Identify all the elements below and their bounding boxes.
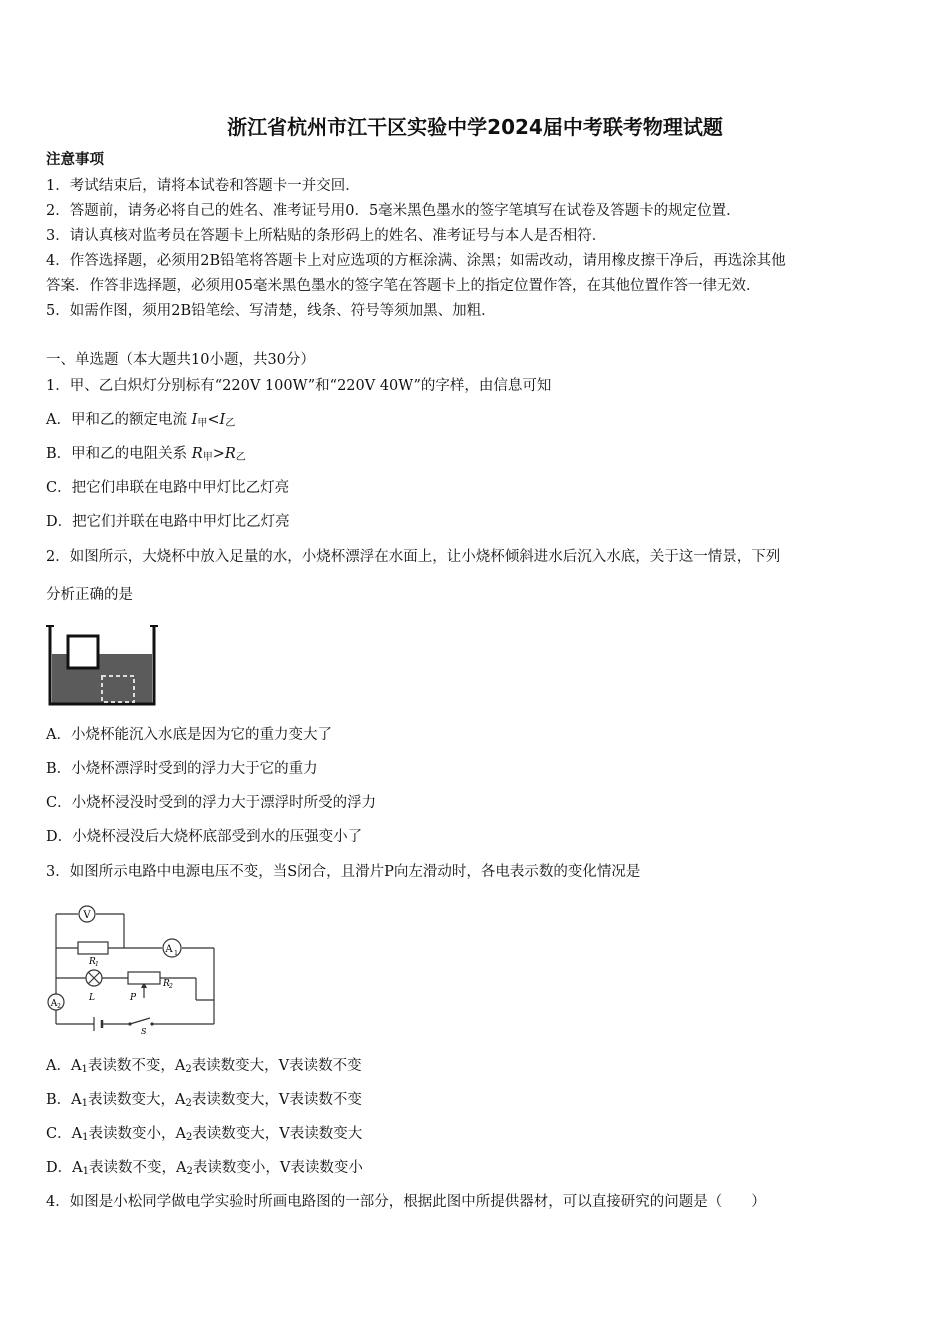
subscript: 1 [82, 1132, 89, 1143]
notice-item: 2．答题前，请务必将自己的姓名、准考证号用0．5毫米黑色墨水的签字笔填写在试卷及答题卡的规定位置． [46, 203, 741, 219]
notice-heading: 注意事项 [46, 151, 104, 168]
ammeter-a1-label: A [165, 944, 173, 955]
q3-stem: 3．如图所示电路中电源电压不变，当S闭合，且滑片P向左滑动时，各电表示数的变化情况是 [46, 864, 641, 880]
q2-stem-cont: 分析正确的是 [46, 587, 133, 603]
option-text: 表读数变大，V表读数不变 [191, 1092, 362, 1108]
notice-item: 5．如需作图，须用2B铅笔绘、写清楚，线条、符号等须加黑、加粗． [46, 303, 496, 319]
q1-option-b [46, 444, 246, 468]
symbol: R [191, 446, 203, 462]
switch-label: S [141, 1027, 147, 1036]
circuit-figure [44, 900, 216, 1036]
r1-sub: 1 [95, 961, 99, 968]
q2-option-b: B．小烧杯漂浮时受到的浮力大于它的重力 [46, 761, 318, 777]
r2-label: R [163, 979, 170, 989]
ammeter-a2-label: A [50, 999, 58, 1009]
notice-item: 4．作答选择题，必须用2B铅笔将答题卡上对应选项的方框涂满、涂黑；如需改动，请用橡皮擦干净后，再选涂其他 [46, 253, 786, 269]
q1-stem: 1．甲、乙白炽灯分别标有“220V 100W”和“220V 40W”的字样，由信息可知 [46, 378, 552, 394]
subscript: 甲 [202, 452, 213, 463]
lamp-label: L [89, 993, 95, 1003]
resistor-r1 [78, 942, 108, 954]
subscript: 2 [185, 1064, 192, 1075]
ammeter-a2-sub: 2 [57, 1003, 61, 1010]
option-text: A．A [46, 1058, 82, 1074]
q4-stem: 4．如图是小松同学做电学实验时所画电路图的一部分，根据此图中所提供器材，可以直接研究的问题是（ ） [46, 1194, 766, 1210]
option-text: D．A [46, 1160, 83, 1176]
symbol: R [224, 446, 236, 462]
switch-icon [128, 1022, 131, 1025]
q1-option-d: D．把它们并联在电路中甲灯比乙灯亮 [46, 514, 290, 530]
option-text: 表读数不变，A [88, 1160, 187, 1176]
symbol: I [191, 412, 198, 428]
section-heading: 一、单选题（本大题共10小题，共30分） [46, 352, 315, 368]
subscript: 1 [82, 1166, 89, 1177]
symbol: I [219, 412, 226, 428]
subscript: 2 [185, 1098, 192, 1109]
notice-item: 3．请认真核对监考员在答题卡上所粘贴的条形码上的姓名、准考证号与本人是否相符． [46, 228, 607, 244]
q2-option-d: D．小烧杯浸没后大烧杯底部受到水的压强变小了 [46, 829, 363, 845]
small-beaker-floating [68, 636, 98, 668]
subscript: 乙 [235, 452, 246, 463]
option-text: 表读数变大，V表读数变大 [192, 1126, 363, 1142]
subscript: 2 [186, 1166, 193, 1177]
option-text: B．A [46, 1092, 82, 1108]
q3-option-d [46, 1158, 363, 1182]
voltmeter-label: V [83, 910, 91, 921]
slider-label: P [130, 993, 137, 1003]
option-text: B．甲和乙的电阻关系 [46, 446, 192, 462]
operator: < [207, 412, 220, 428]
ammeter-a1-sub: 1 [174, 950, 178, 957]
option-text: A．甲和乙的额定电流 [46, 412, 192, 428]
option-text: 表读数变大，A [88, 1092, 186, 1108]
q2-option-a: A．小烧杯能沉入水底是因为它的重力变大了 [46, 727, 332, 743]
q1-option-a [46, 410, 235, 434]
q3-option-a [46, 1056, 362, 1080]
page-title: 浙江省杭州市江干区实验中学2024届中考联考物理试题 [227, 115, 723, 139]
q1-option-c: C．把它们串联在电路中甲灯比乙灯亮 [46, 480, 290, 496]
subscript: 1 [81, 1098, 89, 1109]
rheostat-r2 [128, 972, 160, 984]
option-text: 表读数不变，A [87, 1058, 186, 1074]
q3-option-b [46, 1090, 362, 1114]
r2-sub: 2 [169, 983, 173, 990]
notice-item: 答案．作答非选择题，必须用05毫米黑色墨水的签字笔在答题卡上的指定位置作答，在其他位置作答一律无效． [46, 278, 761, 294]
option-text: 表读数变大，V表读数不变 [191, 1058, 362, 1074]
subscript: 2 [185, 1132, 193, 1143]
subscript: 甲 [197, 418, 208, 429]
r1-label: R [89, 957, 96, 967]
option-text: C．A [46, 1126, 83, 1142]
subscript: 1 [81, 1064, 88, 1075]
notice-item: 1．考试结束后，请将本试卷和答题卡一并交回． [46, 178, 360, 194]
operator: > [212, 446, 225, 462]
q3-option-c [46, 1124, 362, 1148]
beaker-figure [46, 622, 158, 708]
q2-stem: 2．如图所示，大烧杯中放入足量的水，小烧杯漂浮在水面上，让小烧杯倾斜进水后沉入水底，关于这一情景，下列 [46, 549, 781, 565]
option-text: 表读数变小，A [88, 1126, 186, 1142]
q2-option-c: C．小烧杯浸没时受到的浮力大于漂浮时所受的浮力 [46, 795, 377, 811]
subscript: 乙 [225, 418, 236, 429]
option-text: 表读数变小，V表读数变小 [192, 1160, 363, 1176]
